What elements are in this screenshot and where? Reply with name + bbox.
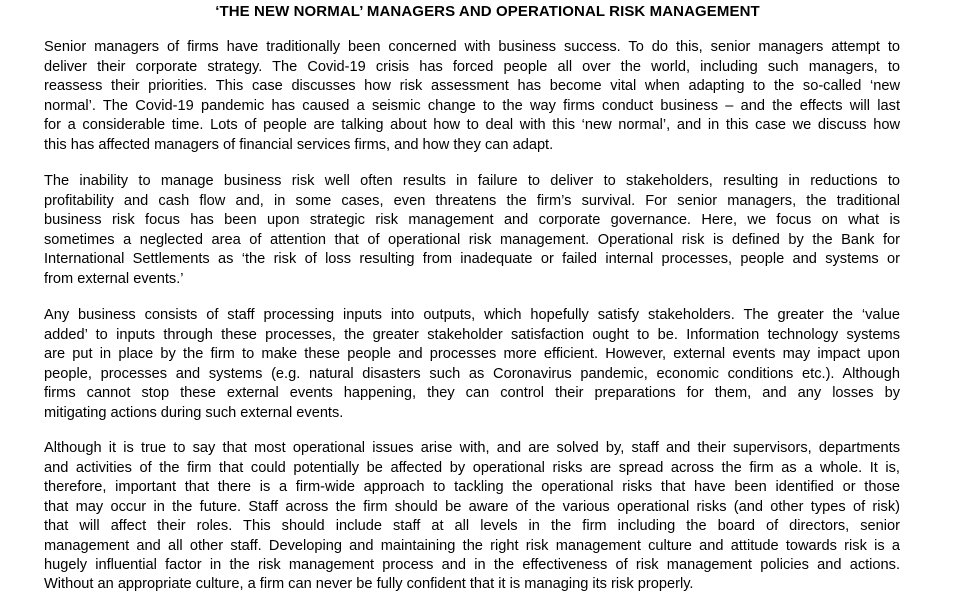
- paragraph-line: Although it is true to say that most operational issues arise with, and are solved by, staff and their supervisors, departments: [44, 440, 900, 456]
- paragraph-line: therefore, important that there is a firm-wide approach to tackling the operational risks that have been identified or those: [44, 479, 900, 495]
- paragraph-line: sometimes a neglected area of attention that of operational risk management. Operational risk is defined by the Bank for: [44, 231, 900, 248]
- paragraph-line: that may occur in the future. Staff across the firm should be aware of the various operational risks (and other types of risk): [44, 498, 900, 515]
- paragraph-line: business risk focus has been upon strategic risk management and corporate governance. Here, we focus on what is: [44, 212, 900, 228]
- paragraph-line: from external events.’: [44, 270, 184, 287]
- paragraph-line: The inability to manage business risk well often results in failure to deliver to stakeholders, resulting in reductions to: [44, 173, 900, 189]
- paragraph-line: and activities of the firm that could potentially be affected by operational risks are spread across the firm as a whole. It is,: [44, 459, 900, 476]
- paragraph-line: International Settlements as ‘the risk of loss resulting from inadequate or failed internal processes, people and systems or: [44, 251, 900, 267]
- paragraph-line: Without an appropriate culture, a firm can never be fully confident that it is managing its risk properly.: [44, 576, 694, 592]
- paragraph-line: Senior managers of firms have traditionally been concerned with business success. To do this, senior managers attempt to: [44, 39, 900, 55]
- paragraph-line: deliver their corporate strategy. The Covid-19 crisis has forced people all over the world, including such managers, to: [44, 58, 900, 75]
- paragraph-line: reassess their priorities. This case discusses how risk assessment has become vital when adapting to the so-called ‘new: [44, 78, 900, 94]
- paragraph-line: that will affect their roles. This should include staff at all levels in the firm including the board of directors, senior: [44, 518, 900, 534]
- paragraph-line: mitigating actions during such external events.: [44, 404, 344, 421]
- paragraph-line: normal’. The Covid-19 pandemic has caused a seismic change to the way firms conduct business – and the effects will last: [44, 97, 900, 114]
- paragraph-line: this has affected managers of financial services firms, and how they can adapt.: [44, 136, 554, 153]
- paragraph-line: hugely influential factor in the risk management process and in the effectiveness of risk management policies and actions.: [44, 557, 900, 573]
- paragraph-line: people, processes and systems (e.g. natural disasters such as Coronavirus pandemic, economic conditions etc.). Although: [44, 365, 900, 382]
- paragraph-line: Any business consists of staff processing inputs into outputs, which hopefully satisfy stakeholders. The greater the ‘value: [44, 307, 900, 323]
- paragraph-line: are put in place by the firm to make these people and processes more efficient. However, external events may impact upon: [44, 346, 900, 362]
- paragraph-line: for a considerable time. Lots of people are talking about how to deal with this ‘new normal’, and in this case we discuss how: [44, 117, 900, 133]
- paragraph-line: firms cannot stop these external events happening, they can control their preparations for them, and any losses by: [44, 385, 900, 401]
- paragraph-line: profitability and cash flow and, in some cases, even threatens the firm’s survival. For senior managers, the traditional: [44, 192, 900, 209]
- paragraph-line: added’ to inputs through these processes, the greater stakeholder satisfaction ought to be. Information technology systems: [44, 326, 900, 343]
- document-title: ‘THE NEW NORMAL’ MANAGERS AND OPERATIONAL RISK MANAGEMENT: [215, 3, 760, 20]
- paragraph-line: management and all other staff. Developing and maintaining the right risk management culture and attitude towards risk is a: [44, 537, 900, 554]
